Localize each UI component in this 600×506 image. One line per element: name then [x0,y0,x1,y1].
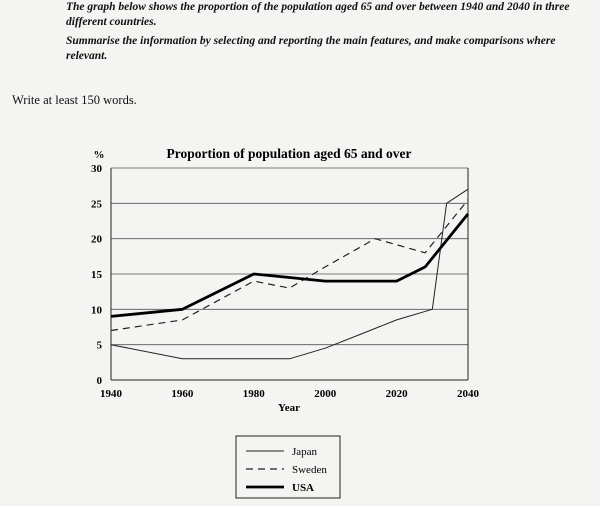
word-count-instruction: Write at least 150 words. [12,93,137,107]
x-tick-label-1980: 1980 [242,388,265,400]
y-tick-label-25: 25 [91,198,102,211]
x-tick-label-2040: 2040 [457,388,479,400]
y-tick-label-30: 30 [91,163,102,175]
y-tick-label-20: 20 [91,233,102,246]
y-tick-label-10: 10 [91,304,102,317]
x-axis-label: Year [278,402,300,414]
legend-label-japan: Japan [292,446,318,458]
y-tick-label-15: 15 [91,269,102,281]
tick-labels [91,163,480,400]
x-tick-label-2020: 2020 [385,388,408,400]
legend [236,436,340,498]
x-tick-label-1960: 1960 [171,388,194,400]
x-tick-label-1940: 1940 [100,388,122,400]
legend-label-usa: USA [292,482,315,494]
x-tick-label-2000: 2000 [314,388,337,400]
series-line-usa [111,214,468,317]
task-description: The graph below shows the proportion of the population aged 65 and over between 1940 and 2040 in three different countries. [66,1,570,28]
y-tick-label-5: 5 [96,339,102,352]
task-instruction: Summarise the information by selecting and reporting the main features, and make comparisons where relevant. [66,35,556,62]
y-tick-label-0: 0 [96,375,102,387]
legend-label-sweden: Sweden [292,464,327,476]
chart-title: Proportion of population aged 65 and over [166,146,412,161]
grid-lines [111,168,468,345]
y-axis-label: % [93,149,105,161]
